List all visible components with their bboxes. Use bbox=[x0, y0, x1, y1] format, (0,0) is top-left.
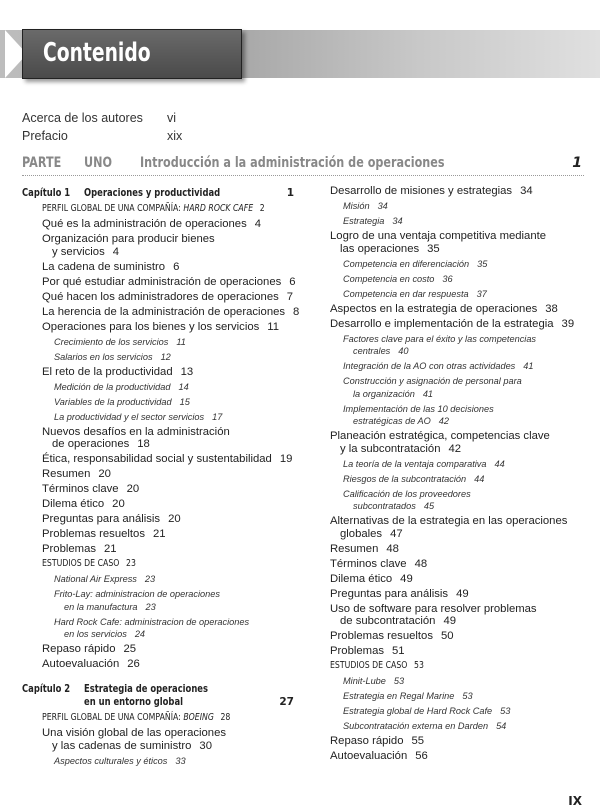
entry-label: Uso de software para resolver problemas bbox=[330, 602, 537, 615]
entry-caps-wrap bbox=[330, 660, 424, 673]
entry-label-cont-text: las operaciones bbox=[340, 242, 420, 255]
toc-entry[interactable] bbox=[330, 660, 445, 673]
chapter-2-entries-left bbox=[22, 712, 322, 767]
entry-label: Operaciones para los bienes y los servicios bbox=[42, 320, 260, 333]
toc-entry[interactable] bbox=[330, 258, 487, 271]
entry-label-cont-text: centrales bbox=[353, 346, 391, 356]
entry-label: Competencia en dar respuesta bbox=[343, 288, 469, 299]
toc-entry[interactable] bbox=[22, 381, 189, 394]
entry-page: 18 bbox=[137, 438, 150, 450]
entry-page: 23 bbox=[145, 601, 156, 612]
entry-label: Medición de la productividad bbox=[54, 381, 171, 392]
page-folio: IX bbox=[568, 794, 582, 808]
toc-entry[interactable] bbox=[22, 218, 261, 231]
entry-label-cont bbox=[54, 628, 249, 641]
entry-label: Competencia en diferenciación bbox=[343, 258, 470, 269]
entry-page: 20 bbox=[98, 468, 111, 480]
entry-label: Acerca de los autores bbox=[22, 111, 143, 125]
entry-label: Dilema ético bbox=[42, 498, 105, 510]
chapter-page: 1 bbox=[286, 187, 294, 199]
entry-company: BOEING bbox=[183, 712, 214, 723]
toc-entry[interactable] bbox=[22, 573, 155, 586]
entry-label: Ética, responsabilidad social y sustentabilidad bbox=[42, 453, 272, 465]
toc-entry[interactable] bbox=[330, 705, 510, 718]
toc-entry[interactable] bbox=[22, 291, 293, 304]
entry-page: 25 bbox=[123, 643, 137, 655]
toc-entry[interactable] bbox=[22, 276, 296, 289]
toc-entry[interactable] bbox=[330, 488, 471, 513]
entry-page: 4 bbox=[254, 218, 262, 230]
toc-entry[interactable] bbox=[330, 588, 469, 601]
toc-left-column bbox=[22, 185, 322, 770]
toc-entry[interactable] bbox=[22, 483, 139, 496]
front-matter-entry[interactable] bbox=[22, 111, 177, 125]
entry-page: 41 bbox=[523, 361, 534, 371]
chapter-1-entries bbox=[22, 203, 322, 671]
toc-entry[interactable] bbox=[22, 336, 186, 349]
entry-page: xix bbox=[167, 129, 183, 143]
toc-entry[interactable] bbox=[330, 645, 405, 658]
entry-page: 14 bbox=[178, 381, 189, 392]
front-matter-entry[interactable] bbox=[22, 129, 183, 143]
entry-label: Qué hacen los administradores de operaciones bbox=[42, 290, 279, 303]
entry-label: Problemas bbox=[42, 543, 96, 555]
toc-entry[interactable] bbox=[22, 712, 272, 725]
entry-label: ESTUDIOS DE CASO bbox=[42, 558, 120, 569]
entry-label-cont bbox=[343, 345, 536, 358]
toc-entry[interactable] bbox=[330, 720, 506, 733]
entry-label: Repaso rápido bbox=[42, 643, 116, 655]
toc-entry[interactable] bbox=[330, 318, 574, 331]
entry-label: Misión bbox=[343, 201, 370, 211]
entry-page: 26 bbox=[127, 658, 140, 670]
entry-label: Autoevaluación bbox=[330, 750, 408, 762]
toc-entry[interactable] bbox=[330, 230, 546, 255]
entry-page: 56 bbox=[415, 750, 428, 762]
entry-label-cont bbox=[343, 415, 494, 428]
toc-entry[interactable] bbox=[22, 411, 222, 424]
entry-label-cont bbox=[42, 740, 226, 753]
toc-entry[interactable] bbox=[22, 233, 215, 258]
chapter-title: Operaciones y productividad bbox=[84, 187, 221, 199]
part-word: PARTE bbox=[22, 155, 62, 171]
chapter-page: 27 bbox=[279, 696, 294, 708]
toc-entry[interactable] bbox=[330, 215, 403, 228]
toc-entry[interactable] bbox=[330, 603, 537, 628]
entry-label-cont bbox=[54, 601, 220, 614]
title-box bbox=[22, 29, 242, 79]
entry-label: Salarios en los servicios bbox=[54, 351, 153, 362]
entry-label: Términos clave bbox=[42, 483, 119, 495]
entry-page: 30 bbox=[199, 739, 212, 752]
toc-entry[interactable] bbox=[22, 588, 220, 613]
entry-label: Planeación estratégica, competencias clave bbox=[330, 430, 550, 442]
entry-page: 19 bbox=[279, 453, 293, 465]
toc-entry[interactable] bbox=[330, 558, 427, 571]
entry-label: Prefacio bbox=[22, 129, 68, 143]
entry-label: Organización para producir bienes bbox=[42, 233, 215, 245]
entry-page: 12 bbox=[160, 351, 171, 362]
entry-label: ESTUDIOS DE CASO bbox=[330, 660, 408, 671]
entry-label-cont bbox=[343, 500, 471, 513]
toc-entry[interactable] bbox=[330, 515, 567, 540]
toc-entry[interactable] bbox=[22, 468, 111, 481]
toc-entry[interactable] bbox=[22, 396, 190, 409]
entry-page: vi bbox=[167, 111, 177, 125]
entry-page: 17 bbox=[212, 411, 223, 422]
entry-label: Minit-Lube bbox=[343, 676, 386, 686]
toc-entry[interactable] bbox=[22, 453, 292, 466]
entry-page: 8 bbox=[293, 305, 300, 318]
toc-entry[interactable] bbox=[330, 543, 399, 556]
entry-label-cont bbox=[330, 243, 546, 256]
entry-page: 2 bbox=[259, 203, 265, 214]
toc-entry[interactable] bbox=[22, 616, 249, 641]
entry-page: 54 bbox=[496, 721, 507, 731]
entry-label-cont-text: la organización bbox=[353, 388, 415, 399]
entry-label: Estrategia bbox=[343, 216, 385, 226]
entry-label-cont-text: en la manufactura bbox=[64, 601, 138, 612]
toc-entry[interactable] bbox=[330, 458, 505, 471]
entry-page: 49 bbox=[443, 615, 457, 627]
chapter-2-heading[interactable] bbox=[22, 683, 300, 709]
entry-page: 41 bbox=[422, 388, 434, 399]
toc-entry[interactable] bbox=[330, 360, 534, 373]
entry-page: 11 bbox=[176, 336, 186, 347]
entry-label-cont-text: y la subcontratación bbox=[340, 442, 441, 455]
entry-label: Resumen bbox=[42, 468, 91, 480]
toc-entry[interactable] bbox=[330, 273, 453, 286]
entry-page: 53 bbox=[413, 660, 424, 671]
toc-entry[interactable] bbox=[330, 200, 388, 213]
entry-page: 42 bbox=[448, 442, 462, 455]
entry-label: Problemas resueltos bbox=[330, 630, 433, 642]
entry-label: Riesgos de la subcontratación bbox=[343, 473, 467, 484]
entry-label: Construcción y asignación de personal para bbox=[343, 376, 522, 386]
toc-entry[interactable] bbox=[22, 558, 157, 571]
entry-page: 44 bbox=[494, 458, 505, 469]
entry-page: 23 bbox=[144, 574, 156, 584]
entry-label: Estrategia global de Hard Rock Cafe bbox=[343, 706, 493, 716]
entry-page: 51 bbox=[392, 645, 405, 657]
part-page: 1 bbox=[572, 155, 582, 171]
entry-page: 4 bbox=[112, 245, 120, 258]
entry-label: National Air Express bbox=[54, 574, 137, 584]
entry-label-cont-text: y servicios bbox=[52, 245, 105, 258]
entry-page: 38 bbox=[545, 302, 558, 315]
entry-label: Integración de la AO con otras actividades bbox=[343, 361, 516, 371]
entry-company: HARD ROCK CAFE bbox=[183, 203, 254, 214]
entry-page: 20 bbox=[112, 498, 125, 510]
entry-label-cont bbox=[42, 438, 230, 451]
entry-page: 55 bbox=[411, 735, 425, 747]
toc-entry[interactable] bbox=[330, 430, 550, 455]
entry-page: 24 bbox=[134, 629, 146, 639]
chapter-1-heading[interactable] bbox=[22, 187, 300, 200]
toc-entry[interactable] bbox=[330, 573, 413, 586]
entry-label-cont bbox=[343, 388, 522, 401]
chapter-title: Estrategia de operaciones bbox=[84, 683, 208, 695]
entry-label: Competencia en costo bbox=[343, 273, 435, 284]
entry-label: Términos clave bbox=[330, 557, 407, 570]
entry-page: 20 bbox=[126, 483, 140, 495]
entry-page: 39 bbox=[561, 317, 575, 330]
toc-entry[interactable] bbox=[330, 630, 454, 643]
entry-label: Aspectos culturales y éticos bbox=[54, 755, 168, 766]
toc-entry[interactable] bbox=[22, 261, 179, 274]
entry-caps-wrap bbox=[42, 203, 265, 216]
entry-page: 35 bbox=[427, 242, 440, 255]
entry-page: 23 bbox=[125, 558, 136, 569]
entry-page: 11 bbox=[267, 320, 279, 333]
entry-label: Crecimiento de los servicios bbox=[54, 336, 169, 347]
entry-label: Alternativas de la estrategia en las operaciones bbox=[330, 515, 568, 527]
entry-page: 33 bbox=[175, 755, 186, 766]
entry-label: Repaso rápido bbox=[330, 735, 404, 747]
entry-label-cont-text: de subcontratación bbox=[340, 615, 436, 627]
entry-label: La teoría de la ventaja comparativa bbox=[343, 458, 487, 469]
entry-label: Preguntas para análisis bbox=[330, 587, 449, 600]
toc-entry[interactable] bbox=[22, 513, 181, 526]
entry-label: Estrategia en Regal Marine bbox=[343, 691, 455, 701]
toc-entry[interactable] bbox=[330, 185, 533, 198]
entry-page: 53 bbox=[462, 691, 473, 701]
toc-entry[interactable] bbox=[22, 426, 230, 451]
entry-label: El reto de la productividad bbox=[42, 365, 173, 378]
toc-entry[interactable] bbox=[22, 203, 314, 216]
entry-page: 34 bbox=[392, 216, 403, 226]
toc-entry[interactable] bbox=[22, 755, 186, 768]
toc-entry[interactable] bbox=[22, 658, 140, 671]
chapter-label: Capítulo 2 bbox=[22, 683, 71, 695]
entry-label-cont bbox=[330, 528, 567, 541]
toc-entry[interactable] bbox=[22, 543, 117, 556]
entry-page: 53 bbox=[393, 676, 405, 686]
entry-label: Hard Rock Cafe: administracion de operaciones bbox=[54, 616, 250, 627]
entry-label: Factores clave para el éxito y las competencias bbox=[343, 333, 537, 344]
entry-page: 6 bbox=[173, 260, 180, 273]
entry-page: 6 bbox=[289, 275, 296, 288]
entry-page: 49 bbox=[456, 587, 469, 600]
entry-page: 36 bbox=[442, 273, 453, 284]
entry-page: 44 bbox=[474, 473, 485, 484]
toc-entry[interactable] bbox=[22, 351, 171, 364]
toc-entry[interactable] bbox=[330, 690, 473, 703]
entry-label: Subcontratación externa en Darden bbox=[343, 721, 489, 731]
toc-entry[interactable] bbox=[330, 333, 536, 358]
entry-page: 34 bbox=[377, 201, 388, 211]
entry-label: Dilema ético bbox=[330, 572, 393, 585]
toc-entry[interactable] bbox=[22, 643, 136, 656]
entry-page: 7 bbox=[286, 290, 294, 303]
entry-page: 21 bbox=[104, 543, 117, 555]
toc-entry[interactable] bbox=[330, 375, 522, 400]
toc-entry[interactable] bbox=[22, 366, 193, 379]
entry-label: Preguntas para análisis bbox=[42, 513, 161, 525]
entry-label: Frito-Lay: administracion de operaciones bbox=[54, 589, 220, 599]
entry-page: 28 bbox=[220, 712, 231, 723]
toc-entry[interactable] bbox=[22, 498, 125, 511]
chapter-label: Capítulo 1 bbox=[22, 187, 71, 199]
entry-label: Una visión global de las operaciones bbox=[42, 727, 227, 739]
entry-label: Logro de una ventaja competitiva mediante bbox=[330, 230, 547, 242]
entry-label-cont-text: de operaciones bbox=[52, 438, 130, 450]
entry-label-cont bbox=[42, 246, 215, 259]
entry-page: 34 bbox=[520, 185, 533, 197]
toc-entry[interactable] bbox=[330, 750, 428, 763]
toc-right-column bbox=[330, 185, 598, 765]
entry-label-cont bbox=[330, 615, 537, 628]
entry-page: 50 bbox=[440, 630, 454, 642]
toc-entry[interactable] bbox=[22, 528, 166, 541]
entry-page: 13 bbox=[180, 365, 194, 378]
entry-page: 48 bbox=[414, 557, 428, 570]
toc-entry[interactable] bbox=[22, 727, 226, 752]
entry-label: Variables de la productividad bbox=[54, 396, 172, 407]
entry-label: Problemas resueltos bbox=[42, 528, 145, 540]
page-title: Contenido bbox=[43, 38, 151, 68]
entry-label: La productividad y el sector servicios bbox=[54, 411, 205, 422]
entry-page: 45 bbox=[423, 501, 435, 511]
toc-entry[interactable] bbox=[330, 735, 424, 748]
entry-label: Problemas bbox=[330, 645, 384, 657]
entry-label-cont-text: y las cadenas de suministro bbox=[52, 739, 192, 752]
entry-label: Nuevos desafíos en la administración bbox=[42, 425, 230, 438]
entry-label: Resumen bbox=[330, 542, 379, 555]
toc-entry[interactable] bbox=[330, 303, 558, 316]
entry-label: PERFIL GLOBAL DE UNA COMPAÑÍA: bbox=[42, 712, 181, 723]
entry-caps-wrap bbox=[42, 558, 136, 571]
entry-page: 49 bbox=[400, 572, 413, 585]
part-title: Introducción a la administración de operaciones bbox=[140, 155, 445, 171]
entry-page: 20 bbox=[168, 513, 181, 525]
entry-label: Qué es la administración de operaciones bbox=[42, 218, 247, 230]
entry-caps-wrap bbox=[42, 712, 230, 725]
entry-page: 48 bbox=[386, 542, 399, 555]
part-number: UNO bbox=[84, 155, 112, 171]
entry-label: La cadena de suministro bbox=[42, 260, 166, 273]
entry-label-cont-text: subcontratados bbox=[353, 501, 416, 511]
entry-page: 35 bbox=[477, 258, 488, 269]
entry-page: 53 bbox=[500, 706, 511, 716]
entry-label-cont-text: estratégicas de AO bbox=[353, 416, 431, 426]
entry-label-cont-text: globales bbox=[340, 527, 383, 540]
entry-label: Aspectos en la estrategia de operaciones bbox=[330, 302, 538, 315]
entry-page: 21 bbox=[152, 528, 166, 540]
toc-entry[interactable] bbox=[330, 473, 484, 486]
entry-label: Implementación de las 10 decisiones bbox=[343, 403, 494, 414]
entry-label: Autoevaluación bbox=[42, 658, 120, 670]
entry-label: Desarrollo de misiones y estrategias bbox=[330, 185, 513, 197]
toc-entry[interactable] bbox=[330, 288, 487, 301]
entry-page: 42 bbox=[438, 416, 450, 426]
toc-entry[interactable] bbox=[330, 403, 494, 428]
toc-entry[interactable] bbox=[22, 306, 299, 319]
entry-page: 47 bbox=[390, 527, 403, 540]
part-heading bbox=[22, 155, 584, 176]
chapter-2-entries-right bbox=[330, 185, 598, 763]
entry-label-cont bbox=[330, 443, 550, 456]
toc-entry[interactable] bbox=[330, 675, 404, 688]
toc-entry[interactable] bbox=[22, 321, 279, 334]
entry-page: 37 bbox=[476, 288, 487, 299]
chapter-title-cont: en un entorno global bbox=[84, 696, 183, 708]
entry-label-cont-text: en los servicios bbox=[64, 629, 127, 639]
entry-label: Desarrollo e implementación de la estrategia bbox=[330, 317, 554, 330]
entry-label: La herencia de la administración de operaciones bbox=[42, 305, 286, 318]
entry-page: 40 bbox=[398, 346, 409, 356]
entry-page: 15 bbox=[179, 396, 190, 407]
entry-label: PERFIL GLOBAL DE UNA COMPAÑÍA: bbox=[42, 203, 181, 214]
entry-label: Calificación de los proveedores bbox=[343, 488, 471, 499]
entry-label: Por qué estudiar administración de operaciones bbox=[42, 275, 282, 288]
